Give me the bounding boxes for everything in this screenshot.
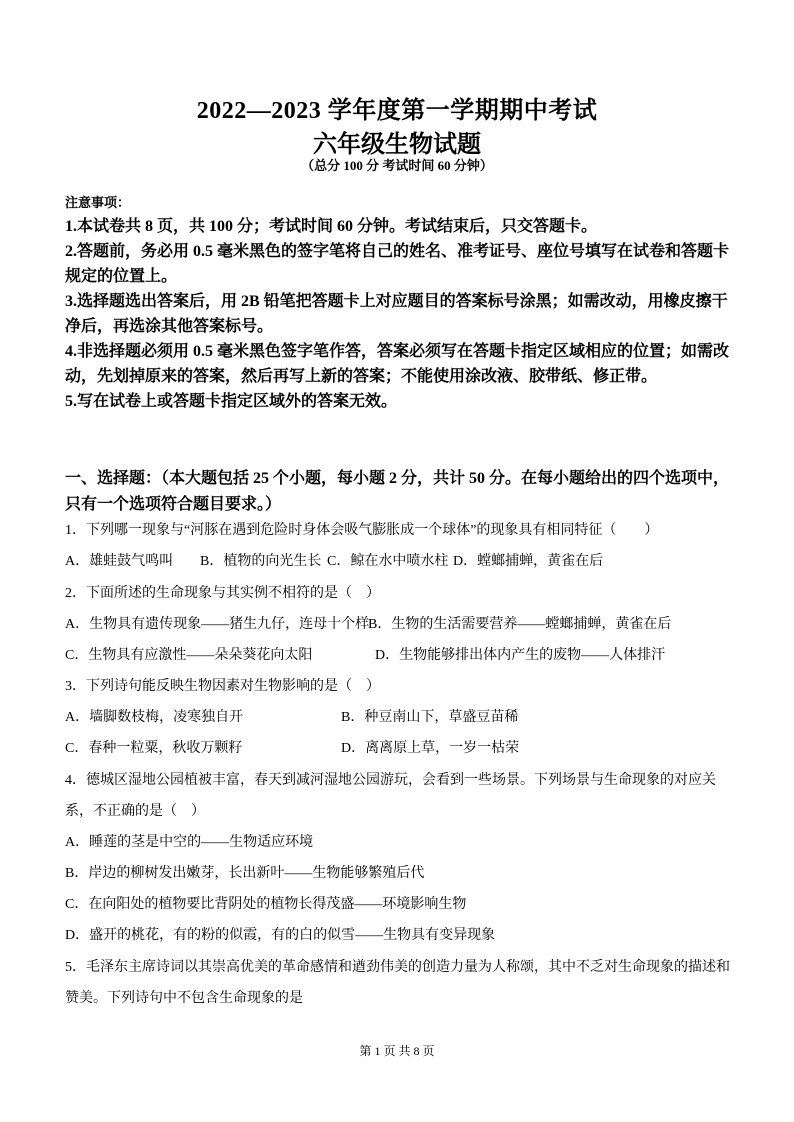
question-3-options-row2 <box>65 739 745 759</box>
question-1-option-a: A．雄蛙鼓气鸣叫 <box>65 554 174 569</box>
question-3-option-c: C．春种一粒粟，秋收万颗籽 <box>65 741 243 756</box>
question-1-option-b: B．植物的向光生长 <box>200 554 322 569</box>
question-2-option-b: B．生物的生活需要营养——螳螂捕蝉，黄雀在后 <box>368 617 672 632</box>
question-3-stem: 3．下列诗句能反映生物因素对生物影响的是（ ） <box>65 679 380 694</box>
question-4-option-b: B．岸边的柳树发出嫩芽，长出新叶——生物能够繁殖后代 <box>65 866 425 881</box>
exam-subject-title: 六年级生物试题 <box>313 132 481 158</box>
question-2-option-d: D．生物能够排出体内产生的废物——人体排汗 <box>375 648 666 663</box>
note-item-3: 3.选择题选出答案后，用 2B 铅笔把答题卡上对应题目的答案标号涂黑；如需改动，用橡皮擦干净后，再选涂其他答案标号。 <box>65 293 728 335</box>
question-3-option-a: A．墙脚数枝梅，凌寒独自开 <box>65 710 244 725</box>
question-1-stem: 1．下列哪一现象与“河豚在遇到危险时身体会吸气膨胀成一个球体”的现象具有相同特征（ ） <box>65 523 659 538</box>
note-item-4: 4.非选择题必须用 0.5 毫米黑色签字笔作答，答案必须写在答题卡指定区域相应的位置；如需改动，先划掉原来的答案，然后再写上新的答案；不能使用涂改液、胶带纸、修正带。 <box>65 343 730 385</box>
page-number: 第 1 页 共 8 页 <box>359 1044 435 1058</box>
question-3-option-b: B．种豆南山下，草盛豆苗稀 <box>341 710 519 725</box>
question-1-options <box>65 552 745 572</box>
question-2-options-row1 <box>65 615 745 635</box>
question-3-options-row1 <box>65 708 745 728</box>
question-5-stem: 5．毛泽东主席诗词以其崇高优美的革命感情和遒劲伟美的创造力量为人称颂，其中不乏对生命现象的描述和赞美。下列诗句中不包含生命现象的是 <box>65 960 730 1006</box>
question-2-option-c: C．生物具有应激性——朵朵葵花向太阳 <box>65 648 313 663</box>
question-1-option-d: D．螳螂捕蝉，黄雀在后 <box>453 554 604 569</box>
question-2-option-a: A．生物具有遗传现象——猪生九仔，连母十个样 <box>65 617 370 632</box>
question-2-stem: 2．下面所述的生命现象与其实例不相符的是（ ） <box>65 586 380 601</box>
exam-score-time: （总分 100 分 考试时间 60 分钟） <box>301 158 493 173</box>
exam-title: 2022—2023 学年度第一学期期中考试 <box>196 98 598 124</box>
notes-section <box>65 192 740 414</box>
notes-heading: 注意事项： <box>65 195 131 210</box>
question-3-option-d: D．离离原上草，一岁一枯荣 <box>341 741 520 756</box>
question-4-stem: 4．德城区湿地公园植被丰富，春天到减河湿地公园游玩，会看到一些场景。下列场景与生命现象的对应关系，不正确的是（ ） <box>65 773 716 819</box>
question-4-option-c: C．在向阳处的植物要比背阴处的植物长得茂盛——环境影响生物 <box>65 897 467 912</box>
note-item-2: 2.答题前，务必用 0.5 毫米黑色的签字笔将自己的姓名、准考证号、座位号填写在试卷和答题卡规定的位置上。 <box>65 243 730 285</box>
question-2-options-row2 <box>65 646 745 666</box>
question-4-option-d: D．盛开的桃花，有的粉的似霞，有的白的似雪——生物具有变异现象 <box>65 928 496 943</box>
section-1-heading: 一、选择题：（本大题包括 25 个小题，每小题 2 分，共计 50 分。在每小题给出的四个选项中，只有一个选项符合题目要求。） <box>65 470 730 513</box>
note-item-1: 1.本试卷共 8 页，共 100 分；考试时间 60 分钟。考试结束后，只交答题卡。 <box>65 218 598 235</box>
question-4-option-a: A．睡莲的茎是中空的——生物适应环境 <box>65 835 314 850</box>
note-item-5: 5.写在试卷上或答题卡指定区域外的答案无效。 <box>65 393 398 410</box>
question-1-option-c: C．鲸在水中喷水柱 <box>327 554 449 569</box>
